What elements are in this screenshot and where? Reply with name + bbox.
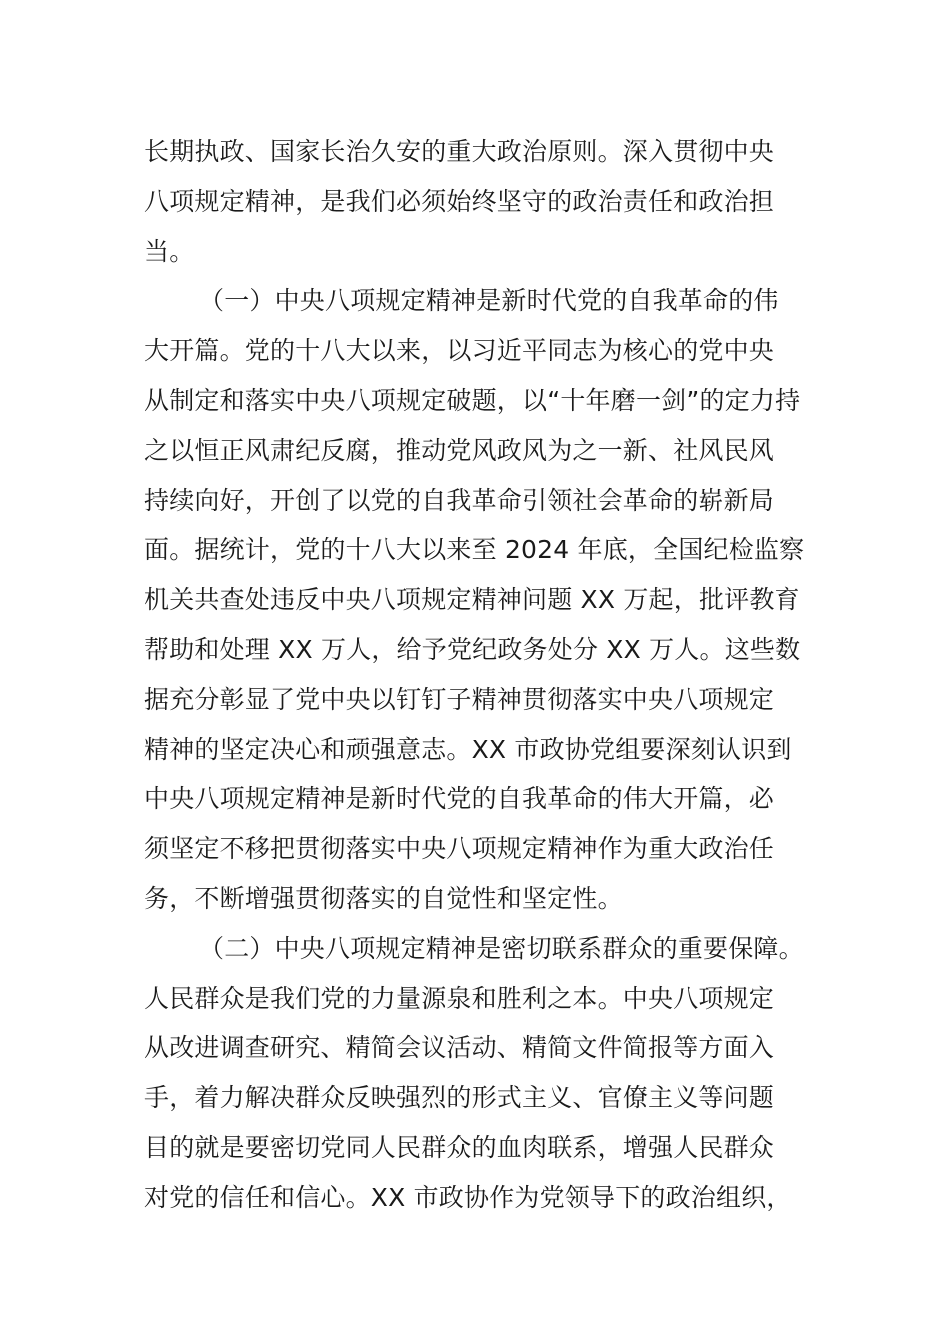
section-two-heading-line: （二）中央八项规定精神是密切联系群众的重要保障。 xyxy=(199,933,804,963)
document-body xyxy=(144,127,809,1223)
text-line: 机关共查处违反中央八项规定精神问题 XX 万起，批评教育 xyxy=(144,585,800,615)
section-one-heading-line: （一）中央八项规定精神是新时代党的自我革命的伟 xyxy=(199,286,779,316)
text-line: 八项规定精神，是我们必须始终坚守的政治责任和政治担 xyxy=(144,186,775,216)
text-line: 之以恒正风肃纪反腐，推动党风政风为之一新、社风民风 xyxy=(144,435,775,465)
paragraph-section-two xyxy=(144,924,809,1223)
text-line: 长期执政、国家长治久安的重大政治原则。深入贯彻中央 xyxy=(144,137,775,166)
text-line: 持续向好，开创了以党的自我革命引领社会革命的崭新局 xyxy=(144,485,775,515)
text-line: 精神的坚定决心和顽强意志。XX 市政协党组要深刻认识到 xyxy=(144,734,792,764)
text-line: 中央八项规定精神是新时代党的自我革命的伟大开篇，必 xyxy=(144,784,775,814)
text-line: 目的就是要密切党同人民群众的血肉联系，增强人民群众 xyxy=(144,1132,775,1162)
text-line: 据充分彰显了党中央以钉钉子精神贯彻落实中央八项规定 xyxy=(144,684,775,714)
text-line: 从制定和落实中央八项规定破题，以“十年磨一剑”的定力持 xyxy=(144,385,801,415)
text-line: 帮助和处理 XX 万人，给予党纪政务处分 XX 万人。这些数 xyxy=(144,634,801,664)
text-line: 当。 xyxy=(144,236,195,266)
paragraph-intro xyxy=(144,127,809,276)
text-line: 手，着力解决群众反映强烈的形式主义、官僚主义等问题 xyxy=(144,1083,775,1113)
text-line: 大开篇。党的十八大以来，以习近平同志为核心的党中央 xyxy=(144,336,775,366)
text-line: 对党的信任和信心。XX 市政协作为党领导下的政治组织， xyxy=(144,1182,792,1212)
paragraph-section-one xyxy=(144,276,809,923)
text-line: 须坚定不移把贯彻落实中央八项规定精神作为重大政治任 xyxy=(144,834,775,864)
text-line: 从改进调查研究、精简会议活动、精简文件简报等方面入 xyxy=(144,1033,775,1063)
text-line: 面。据统计，党的十八大以来至 2024 年底，全国纪检监察 xyxy=(144,535,805,565)
text-line: 人民群众是我们党的力量源泉和胜利之本。中央八项规定 xyxy=(144,983,775,1013)
text-line: 务，不断增强贯彻落实的自觉性和坚定性。 xyxy=(144,883,623,913)
